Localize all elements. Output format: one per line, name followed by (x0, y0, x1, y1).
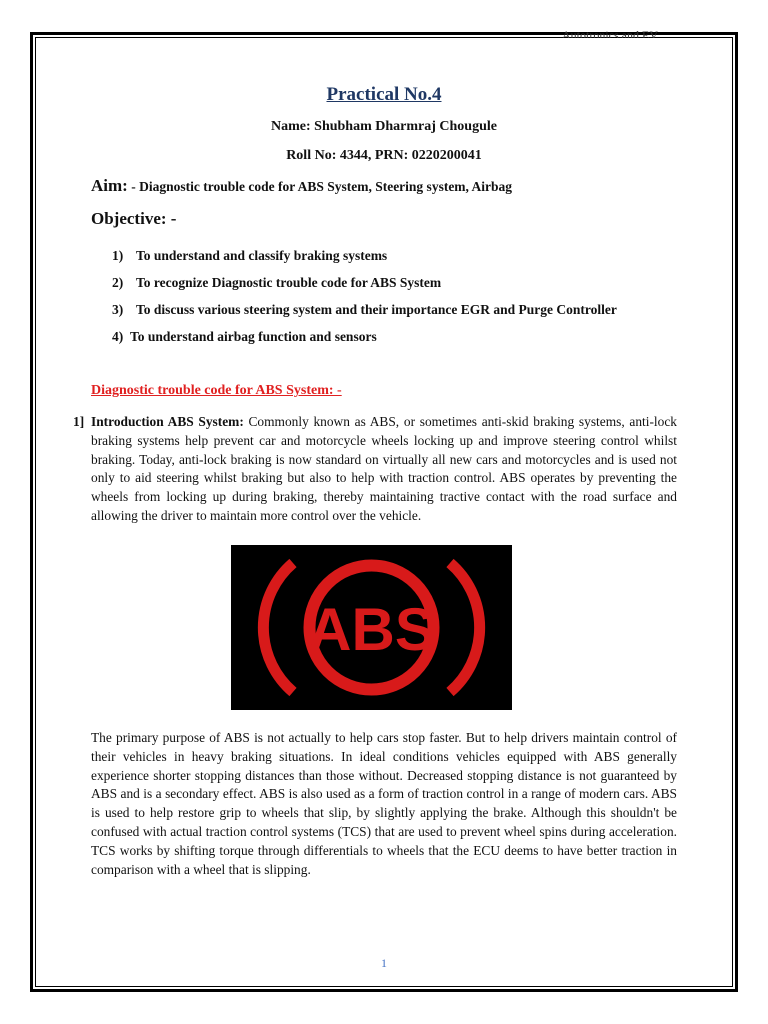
objective-item (112, 248, 387, 264)
roll-number: Roll No: 4344, PRN: 0220200041 (286, 148, 482, 163)
page-number: 1 (381, 956, 387, 970)
student-name: Name: Shubham Dharmraj Chougule (271, 119, 497, 134)
objective-item-text: To understand airbag function and sensors (130, 329, 377, 344)
abs-warning-image (231, 545, 512, 710)
objective-item-number: 2) (112, 275, 124, 290)
objective-item-number: 3) (112, 302, 124, 317)
section-heading: Diagnostic trouble code for ABS System: - (91, 383, 342, 398)
page-title: Practical No.4 (326, 84, 442, 105)
intro-title: Introduction ABS System: (91, 414, 244, 429)
paragraph-number: 1] (73, 414, 85, 429)
aim-line (91, 176, 512, 196)
abs-symbol-text: ABS (308, 596, 435, 663)
objective-item-number: 4) (112, 329, 124, 344)
abs-warning-icon (231, 545, 512, 710)
objective-item (112, 302, 617, 318)
aim-text: - Diagnostic trouble code for ABS System, Steering system, Airbag (127, 179, 513, 194)
objective-item-text: To recognize Diagnostic trouble code for ABS System (136, 275, 442, 290)
intro-paragraph (73, 413, 677, 526)
objective-item-text: To discuss various steering system and their importance EGR and Purge Controller (136, 302, 617, 317)
objective-item-text: To understand and classify braking systems (136, 248, 388, 263)
intro-text: Commonly known as ABS, or sometimes anti-skid braking systems, anti-lock braking systems help prevent car and motorcycle wheels locking up and improve steering control whilst braking. Today, anti-lock braking is now standard on virtually all new cars and motorcycles and is used not only to aid steering whilst braking but also to help with traction control. ABS operates by preventing the wheels from locking up during braking, thereby maintaining tractive contact with the road surface and allowing the driver to maintain more control over the vehicle. (91, 414, 677, 523)
objective-item (112, 275, 441, 291)
objective-item (112, 329, 377, 345)
running-header: Autotronics and EV (562, 28, 658, 38)
body-paragraph: The primary purpose of ABS is not actually to help cars stop faster. But to help drivers maintain control of their vehicles in heavy braking situations. In ideal conditions vehicles equipped with ABS generally experience shorter stopping distances than those without. Decreased stopping distance is not guaranteed by ABS and is a secondary effect. ABS is also used as a form of traction control in a range of modern cars. ABS is used to help restore grip to wheels that slip, by slightly applying the brake. Although this shouldn't be confused with actual traction control systems (TCS) that are used to prevent wheel spins during acceleration. TCS works by shifting torque through differentials to wheels that the ECU deems to have better traction in comparison with a wheel that is slipping. (91, 730, 677, 877)
objective-item-number: 1) (112, 248, 124, 263)
objective-heading: Objective: - (91, 209, 177, 228)
aim-label: Aim: (91, 176, 128, 195)
